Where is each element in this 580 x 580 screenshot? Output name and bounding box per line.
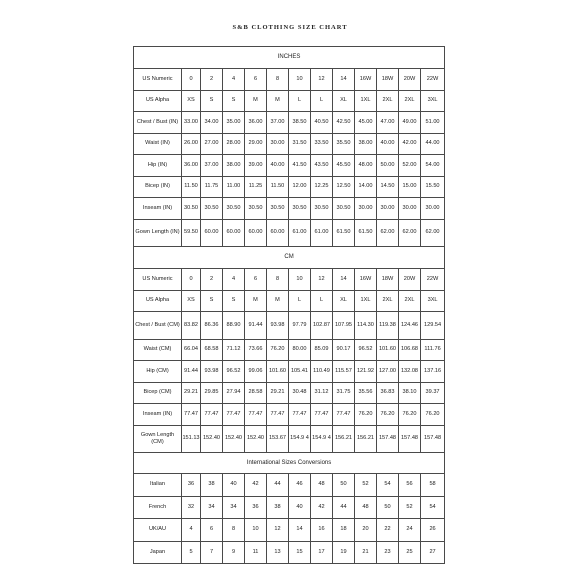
table-cell: 52: [399, 496, 421, 519]
table-cell: 33.50: [311, 133, 333, 155]
table-cell: 30.50: [311, 198, 333, 220]
table-cell: 5: [182, 541, 201, 564]
table-cell: 156.21: [333, 425, 355, 453]
table-cell: 1XL: [355, 290, 377, 312]
table-cell: 14.50: [377, 176, 399, 198]
table-cell: 30.50: [289, 198, 311, 220]
table-cell: 32: [182, 496, 201, 519]
table-cell: 35.50: [333, 133, 355, 155]
table-cell: 30.50: [223, 198, 245, 220]
table-row: [134, 112, 445, 134]
table-cell: 85.09: [311, 339, 333, 361]
table-cell: 37.00: [201, 155, 223, 177]
table-cell: 106.68: [399, 339, 421, 361]
row-label-uk-au: UK/AU: [134, 519, 182, 542]
table-cell: 23: [377, 541, 399, 564]
table-cell: 29.85: [201, 382, 223, 404]
table-cell: 38: [201, 474, 223, 497]
table-cell: 48.00: [355, 155, 377, 177]
table-cell: 41.50: [289, 155, 311, 177]
section-heading-international-sizes-conversions: International Sizes Conversions: [134, 453, 445, 474]
table-cell: 27.00: [201, 133, 223, 155]
table-cell: 48: [355, 496, 377, 519]
table-cell: 66.04: [182, 339, 201, 361]
table-cell: 105.41: [289, 361, 311, 383]
table-cell: 16W: [355, 69, 377, 91]
row-label-inseam-in: Inseam (IN): [134, 404, 182, 426]
table-cell: 12.00: [289, 176, 311, 198]
table-cell: 129.54: [421, 312, 445, 340]
table-cell: 60.00: [201, 219, 223, 247]
table-cell: 21: [355, 541, 377, 564]
table-cell: 61.50: [333, 219, 355, 247]
table-cell: 14: [333, 269, 355, 291]
table-cell: 2: [201, 69, 223, 91]
table-cell: 115.57: [333, 361, 355, 383]
table-row: [134, 361, 445, 383]
table-cell: S: [223, 90, 245, 112]
table-cell: 24: [399, 519, 421, 542]
table-cell: 60.00: [245, 219, 267, 247]
table-cell: M: [267, 290, 289, 312]
table-cell: 76.20: [355, 404, 377, 426]
table-cell: 12.50: [333, 176, 355, 198]
table-cell: 101.60: [267, 361, 289, 383]
table-row: [134, 339, 445, 361]
table-cell: 19: [333, 541, 355, 564]
table-cell: 52.00: [399, 155, 421, 177]
table-row: [134, 90, 445, 112]
table-cell: 6: [245, 69, 267, 91]
table-cell: XS: [182, 290, 201, 312]
table-cell: 11: [245, 541, 267, 564]
table-cell: 18W: [377, 69, 399, 91]
table-cell: 68.58: [201, 339, 223, 361]
table-cell: 52: [355, 474, 377, 497]
table-row: [134, 198, 445, 220]
table-cell: 30.48: [289, 382, 311, 404]
table-cell: 36.83: [377, 382, 399, 404]
table-cell: 154.9 4: [289, 425, 311, 453]
table-cell: 13: [267, 541, 289, 564]
table-cell: 40.00: [377, 133, 399, 155]
table-cell: 45.50: [333, 155, 355, 177]
table-cell: 14.00: [355, 176, 377, 198]
table-cell: 35.00: [223, 112, 245, 134]
row-label-bicep-cm: Bicep (CM): [134, 382, 182, 404]
table-cell: 59.50: [182, 219, 201, 247]
row-label-us-alpha: US Alpha: [134, 290, 182, 312]
table-cell: 18: [333, 519, 355, 542]
row-label-us-numeric: US Numeric: [134, 269, 182, 291]
table-cell: 77.47: [223, 404, 245, 426]
table-row: [134, 219, 445, 247]
table-cell: 12.25: [311, 176, 333, 198]
table-cell: 97.79: [289, 312, 311, 340]
table-cell: 11.50: [267, 176, 289, 198]
table-cell: 20W: [399, 269, 421, 291]
table-cell: 34: [223, 496, 245, 519]
table-cell: 77.47: [201, 404, 223, 426]
table-cell: M: [245, 90, 267, 112]
table-cell: 11.25: [245, 176, 267, 198]
table-cell: S: [223, 290, 245, 312]
table-cell: 0: [182, 69, 201, 91]
table-cell: 76.20: [399, 404, 421, 426]
row-label-inseam-in: Inseam (IN): [134, 198, 182, 220]
table-cell: 107.95: [333, 312, 355, 340]
table-cell: 119.38: [377, 312, 399, 340]
table-cell: 15.50: [421, 176, 445, 198]
table-cell: 40.00: [267, 155, 289, 177]
table-cell: 156.21: [355, 425, 377, 453]
row-label-chest-bust-cm: Chest / Bust (CM): [134, 312, 182, 340]
table-cell: 11.50: [182, 176, 201, 198]
table-row: [134, 474, 445, 497]
table-cell: 153.67: [267, 425, 289, 453]
table-cell: 7: [201, 541, 223, 564]
table-row: [134, 519, 445, 542]
table-cell: 60.00: [223, 219, 245, 247]
table-cell: 38: [267, 496, 289, 519]
table-cell: L: [289, 290, 311, 312]
table-cell: L: [289, 90, 311, 112]
table-cell: 38.10: [399, 382, 421, 404]
table-cell: 2XL: [377, 90, 399, 112]
table-cell: 83.82: [182, 312, 201, 340]
table-cell: 16: [311, 519, 333, 542]
table-cell: 71.12: [223, 339, 245, 361]
table-cell: 38.00: [223, 155, 245, 177]
table-cell: 42: [245, 474, 267, 497]
table-cell: 50: [377, 496, 399, 519]
table-cell: 96.52: [355, 339, 377, 361]
table-cell: 31.12: [311, 382, 333, 404]
table-cell: 77.47: [311, 404, 333, 426]
table-cell: 10: [245, 519, 267, 542]
table-cell: 77.47: [289, 404, 311, 426]
table-cell: 1XL: [355, 90, 377, 112]
table-cell: 39.37: [421, 382, 445, 404]
row-label-gown-length-in: Gown Length (IN): [134, 219, 182, 247]
table-cell: 22W: [421, 269, 445, 291]
table-cell: 157.48: [421, 425, 445, 453]
table-cell: 40: [289, 496, 311, 519]
table-cell: 42.50: [333, 112, 355, 134]
table-cell: 49.00: [399, 112, 421, 134]
table-cell: 30.00: [399, 198, 421, 220]
table-cell: 10: [289, 269, 311, 291]
table-cell: 132.08: [399, 361, 421, 383]
table-cell: 60.00: [267, 219, 289, 247]
table-cell: 61.00: [311, 219, 333, 247]
table-cell: 61.00: [289, 219, 311, 247]
table-cell: 37.00: [267, 112, 289, 134]
table-cell: 38.50: [289, 112, 311, 134]
table-cell: 14: [289, 519, 311, 542]
table-cell: 36: [245, 496, 267, 519]
table-cell: 25: [399, 541, 421, 564]
table-cell: 58: [421, 474, 445, 497]
table-cell: 76.20: [377, 404, 399, 426]
table-cell: 44: [267, 474, 289, 497]
row-label-bicep-in: Bicep (IN): [134, 176, 182, 198]
table-cell: 154.9 4: [311, 425, 333, 453]
table-cell: 54.00: [421, 155, 445, 177]
table-cell: 77.47: [333, 404, 355, 426]
table-cell: M: [267, 90, 289, 112]
table-cell: 2XL: [399, 90, 421, 112]
document-title: S&B CLOTHING SIZE CHART: [232, 24, 348, 31]
table-cell: 44: [333, 496, 355, 519]
table-cell: 77.47: [267, 404, 289, 426]
table-cell: 12: [267, 519, 289, 542]
table-cell: S: [201, 290, 223, 312]
table-cell: 102.87: [311, 312, 333, 340]
table-cell: 91.44: [182, 361, 201, 383]
table-cell: 2: [201, 269, 223, 291]
table-cell: 45.00: [355, 112, 377, 134]
table-cell: 73.66: [245, 339, 267, 361]
table-cell: 43.50: [311, 155, 333, 177]
table-cell: 77.47: [245, 404, 267, 426]
table-cell: 8: [267, 69, 289, 91]
table-cell: M: [245, 290, 267, 312]
table-cell: 151.13: [182, 425, 201, 453]
table-cell: 42: [311, 496, 333, 519]
table-cell: 90.17: [333, 339, 355, 361]
table-row: [134, 155, 445, 177]
row-label-french: French: [134, 496, 182, 519]
table-cell: 30.50: [182, 198, 201, 220]
table-cell: 29.00: [245, 133, 267, 155]
table-cell: 4: [182, 519, 201, 542]
table-cell: 76.20: [421, 404, 445, 426]
table-cell: 93.98: [201, 361, 223, 383]
table-cell: 15: [289, 541, 311, 564]
table-cell: 20: [355, 519, 377, 542]
row-label-waist-cm: Waist (CM): [134, 339, 182, 361]
table-cell: 15.00: [399, 176, 421, 198]
row-label-waist-in: Waist (IN): [134, 133, 182, 155]
table-cell: XL: [333, 90, 355, 112]
table-cell: 30.50: [245, 198, 267, 220]
table-cell: 62.00: [399, 219, 421, 247]
table-cell: L: [311, 90, 333, 112]
table-cell: 54: [421, 496, 445, 519]
table-cell: 22: [377, 519, 399, 542]
table-cell: 6: [245, 269, 267, 291]
row-label-us-numeric: US Numeric: [134, 69, 182, 91]
table-cell: 12: [311, 69, 333, 91]
table-cell: 33.00: [182, 112, 201, 134]
table-cell: 86.36: [201, 312, 223, 340]
table-cell: 8: [223, 519, 245, 542]
table-cell: 30.00: [267, 133, 289, 155]
table-cell: 157.48: [399, 425, 421, 453]
table-cell: 96.52: [223, 361, 245, 383]
table-cell: 101.60: [377, 339, 399, 361]
table-cell: 11.00: [223, 176, 245, 198]
table-cell: 28.58: [245, 382, 267, 404]
table-cell: 17: [311, 541, 333, 564]
table-cell: 20W: [399, 69, 421, 91]
table-cell: 47.00: [377, 112, 399, 134]
table-cell: 10: [289, 69, 311, 91]
table-cell: 48: [311, 474, 333, 497]
table-cell: 62.00: [377, 219, 399, 247]
table-cell: 127.00: [377, 361, 399, 383]
table-cell: 12: [311, 269, 333, 291]
table-cell: 50: [333, 474, 355, 497]
table-row: [134, 176, 445, 198]
table-cell: 18W: [377, 269, 399, 291]
table-row: [134, 404, 445, 426]
table-cell: 29.21: [182, 382, 201, 404]
table-row: [134, 69, 445, 91]
table-row: [134, 312, 445, 340]
table-cell: 3XL: [421, 90, 445, 112]
table-cell: 35.56: [355, 382, 377, 404]
row-label-japan: Japan: [134, 541, 182, 564]
table-cell: 152.40: [201, 425, 223, 453]
table-cell: 11.75: [201, 176, 223, 198]
table-cell: 9: [223, 541, 245, 564]
table-cell: 61.50: [355, 219, 377, 247]
row-label-gown-length-cm: Gown Length (CM): [134, 425, 182, 453]
table-row: [134, 133, 445, 155]
table-cell: 56: [399, 474, 421, 497]
size-chart-table: [133, 46, 445, 564]
table-cell: 4: [223, 69, 245, 91]
table-cell: 36: [182, 474, 201, 497]
table-row: [134, 496, 445, 519]
table-cell: 26.00: [182, 133, 201, 155]
table-cell: 39.00: [245, 155, 267, 177]
row-label-us-alpha: US Alpha: [134, 90, 182, 112]
row-label-hip-in: Hip (IN): [134, 155, 182, 177]
table-cell: 51.00: [421, 112, 445, 134]
table-cell: 2XL: [377, 290, 399, 312]
table-cell: 40.50: [311, 112, 333, 134]
table-cell: 91.44: [245, 312, 267, 340]
table-cell: 77.47: [182, 404, 201, 426]
table-cell: 26: [421, 519, 445, 542]
row-label-chest-bust-in: Chest / Bust (IN): [134, 112, 182, 134]
table-cell: 157.48: [377, 425, 399, 453]
table-cell: 110.49: [311, 361, 333, 383]
table-cell: 121.92: [355, 361, 377, 383]
table-cell: 42.00: [399, 133, 421, 155]
table-row: [134, 425, 445, 453]
table-cell: 27: [421, 541, 445, 564]
table-cell: 38.00: [355, 133, 377, 155]
table-cell: 4: [223, 269, 245, 291]
table-row: [134, 269, 445, 291]
table-cell: 46: [289, 474, 311, 497]
table-cell: 50.00: [377, 155, 399, 177]
table-cell: 30.00: [377, 198, 399, 220]
table-cell: 88.90: [223, 312, 245, 340]
table-cell: S: [201, 90, 223, 112]
row-label-italian: Italian: [134, 474, 182, 497]
table-cell: 16W: [355, 269, 377, 291]
table-cell: 76.20: [267, 339, 289, 361]
table-cell: 54: [377, 474, 399, 497]
table-row: [134, 290, 445, 312]
table-cell: 29.21: [267, 382, 289, 404]
table-cell: 30.50: [201, 198, 223, 220]
table-cell: 30.50: [333, 198, 355, 220]
section-heading-inches: INCHES: [134, 47, 445, 69]
table-cell: 111.76: [421, 339, 445, 361]
table-cell: 62.00: [421, 219, 445, 247]
row-label-hip-cm: Hip (CM): [134, 361, 182, 383]
table-cell: 31.50: [289, 133, 311, 155]
table-cell: XL: [333, 290, 355, 312]
table-cell: 27.94: [223, 382, 245, 404]
table-cell: 99.06: [245, 361, 267, 383]
table-cell: 137.16: [421, 361, 445, 383]
table-row: [134, 541, 445, 564]
table-cell: 8: [267, 269, 289, 291]
table-cell: 152.40: [223, 425, 245, 453]
table-cell: 80.00: [289, 339, 311, 361]
table-cell: 30.00: [355, 198, 377, 220]
table-cell: 36.00: [245, 112, 267, 134]
table-cell: XS: [182, 90, 201, 112]
table-cell: 34.00: [201, 112, 223, 134]
table-cell: 93.98: [267, 312, 289, 340]
table-cell: 114.30: [355, 312, 377, 340]
table-cell: 3XL: [421, 290, 445, 312]
table-cell: 36.00: [182, 155, 201, 177]
table-cell: L: [311, 290, 333, 312]
table-cell: 30.50: [267, 198, 289, 220]
table-cell: 22W: [421, 69, 445, 91]
table-cell: 28.00: [223, 133, 245, 155]
table-cell: 0: [182, 269, 201, 291]
table-cell: 40: [223, 474, 245, 497]
table-cell: 31.75: [333, 382, 355, 404]
table-cell: 14: [333, 69, 355, 91]
section-heading-cm: CM: [134, 247, 445, 269]
table-cell: 34: [201, 496, 223, 519]
table-row: [134, 382, 445, 404]
table-cell: 6: [201, 519, 223, 542]
table-cell: 2XL: [399, 290, 421, 312]
table-cell: 124.46: [399, 312, 421, 340]
table-cell: 44.00: [421, 133, 445, 155]
table-cell: 30.00: [421, 198, 445, 220]
table-cell: 152.40: [245, 425, 267, 453]
